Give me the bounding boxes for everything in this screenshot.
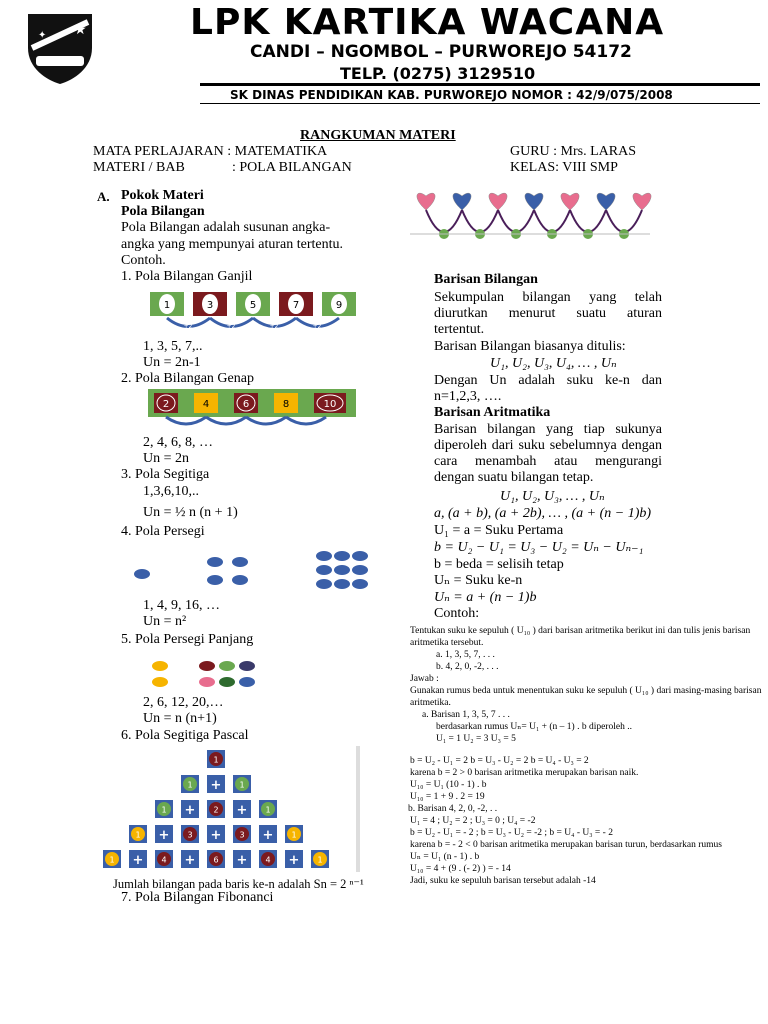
example-line: U₁₀ = U₁ (10 - 1) . b (410, 780, 487, 790)
example-line: Gunakan rumus beda untuk menentukan suku ke sepuluh ( U₁₀ ) dari masing-masing barisan (410, 686, 762, 696)
heart-icon (453, 193, 471, 210)
item-odd-sequence: 1, 3, 5, 7,.. (143, 339, 203, 354)
pascal-number-label: 4 (161, 855, 167, 865)
pascal-number-label: 1 (135, 830, 141, 840)
plus-sign: + (184, 853, 196, 868)
item-rectangle-sequence: 2, 6, 12, 20,… (143, 695, 224, 710)
arc-arrow (206, 417, 246, 424)
pascal-number-label: 3 (239, 830, 245, 840)
institution-address: CANDI – NGOMBOL – PURWOREJO 54172 (250, 42, 632, 62)
pascal-number-label: 1 (291, 830, 297, 840)
barisan-bilangan-formula: U₁, U₂, U₃, U₄, … , Uₙ (490, 356, 617, 371)
heart-icon (417, 193, 435, 210)
contoh-label: Contoh: (434, 606, 480, 621)
arc-arrow (246, 417, 286, 424)
pascal-number-label: 1 (265, 805, 271, 815)
item-square-formula: Un = n² (143, 614, 187, 629)
example-line: Uₙ = U₁ (n - 1) . b (410, 852, 480, 862)
number-label: 6 (242, 399, 250, 410)
item-square-title: 4. Pola Persegi (121, 524, 205, 539)
example-line: b. Barisan 4, 2, 0, -2, . . (408, 804, 498, 814)
class-line: KELAS: VIII SMP (510, 160, 618, 175)
formula-nth-term-label: Uₙ = Suku ke-n (434, 573, 523, 588)
example-line: Tentukan suku ke sepuluh ( U₁₀ ) dari barisan aritmetika berikut ini dan tulis jenis barisan (410, 626, 751, 636)
item-rectangle-formula: Un = n (n+1) (143, 711, 217, 726)
example-line: U₁₀ = 1 + 9 . 2 = 19 (410, 792, 485, 802)
item-even-formula: Un = 2n (143, 451, 190, 466)
barisan-aritmatika-title: Barisan Aritmatika (434, 405, 551, 420)
pascal-number-label: 1 (109, 855, 115, 865)
item-triangle-sequence: 1,3,6,10,.. (143, 484, 199, 499)
plus-sign: + (236, 853, 248, 868)
example-block (410, 625, 761, 887)
item-square-sequence: 1, 4, 9, 16, … (143, 598, 220, 613)
square-pattern-figure (128, 548, 368, 599)
barisan-bilangan-note: Dengan Un adalah suku ke-n dan n=1,2,3, …. (434, 373, 662, 404)
example-line: aritmetika. (410, 698, 451, 708)
institution-sk: SK DINAS PENDIDIKAN KAB. PURWOREJO NOMOR : 42/9/075/2008 (230, 88, 673, 102)
plus-sign: + (210, 828, 222, 843)
institution-title: LPK KARTIKA WACANA (190, 2, 665, 43)
example-line: U₁ = 4 ; U₂ = 2 ; U₃ = 0 ; U₄ = -2 (410, 816, 536, 826)
example-line: U₁ = 1 U₂ = 3 U₃ = 5 (436, 734, 516, 744)
heart-icon (525, 193, 543, 210)
formula-first-term: U₁ = a = Suku Pertama (434, 523, 564, 538)
pascal-triangle-figure (98, 746, 362, 877)
pascal-number-label: 2 (213, 805, 219, 815)
pascal-caption: Jumlah bilangan pada baris ke-n adalah Sn = 2 ⁿ⁻¹ (113, 877, 364, 891)
formula-nth-term: Uₙ = a + (n − 1)b (434, 590, 537, 605)
header-rule (200, 83, 760, 86)
number-label: 3 (206, 300, 214, 311)
example-line: karena b = 2 > 0 barisan aritmetika merupakan barisan naik. (410, 768, 639, 778)
subsection-title: Pola Bilangan (121, 204, 205, 219)
example-line: a. 1, 3, 5, 7, . . . (436, 650, 495, 660)
chapter-value: : POLA BILANGAN (232, 160, 352, 175)
item-even-sequence: 2, 4, 6, 8, … (143, 435, 213, 450)
item-fibonacci-title: 7. Pola Bilangan Fibonanci (121, 890, 274, 905)
example-line: Jawab : (410, 674, 439, 684)
formula-difference: b = U₂ − U₁ = U₃ − U₂ = Uₙ − Uₙ₋₁ (434, 540, 644, 555)
plus-sign: + (184, 803, 196, 818)
institution-phone: TELP. (0275) 3129510 (340, 64, 536, 83)
section-letter: A. (97, 189, 110, 204)
even-pattern-figure (148, 389, 358, 438)
plus-label: +2 (269, 323, 279, 330)
number-label: 4 (202, 399, 210, 410)
teacher-line: GURU : Mrs. LARAS (510, 144, 637, 159)
number-label: 5 (249, 300, 257, 311)
number-label: 8 (282, 399, 290, 410)
plus-sign: + (132, 853, 144, 868)
item-even-title: 2. Pola Bilangan Genap (121, 371, 254, 386)
arc-line (570, 210, 606, 232)
pascal-number-label: 1 (239, 780, 245, 790)
barisan-bilangan-text: Sekumpulan bilangan yang telah diurutkan menurut suatu aturan tertentut. (434, 290, 662, 337)
formula-expanded: a, (a + b), (a + 2b), … , (a + (n − 1)b) (434, 506, 652, 521)
plus-label: +2 (312, 323, 322, 330)
example-line: karena b = - 2 < 0 barisan aritmetika merupakan barisan turun, berdasarkan rumus (410, 840, 722, 850)
heart-icon (561, 193, 579, 210)
plus-sign: + (158, 828, 170, 843)
heart-icon (633, 193, 651, 210)
arc-line (606, 210, 642, 232)
arc-line (534, 210, 570, 232)
intro-line-1: Pola Bilangan adalah susunan angka- (121, 220, 331, 235)
example-line: U₁₀ = 4 + (9 . (- 2) ) = - 14 (410, 864, 511, 874)
pascal-number-label: 1 (161, 805, 167, 815)
heart-icon (597, 193, 615, 210)
pascal-number-label: 3 (187, 830, 193, 840)
header-rule-thin (200, 103, 760, 104)
barisan-bilangan-write: Barisan Bilangan biasanya ditulis: (434, 339, 626, 354)
number-label: 1 (163, 300, 171, 311)
item-triangle-title: 3. Pola Segitiga (121, 467, 210, 482)
pascal-number-label: 6 (213, 855, 219, 865)
plus-sign: + (262, 828, 274, 843)
school-logo (22, 8, 98, 91)
subject-line: MATA PERLAJARAN : MATEMATIKA (93, 144, 328, 159)
item-odd-formula: Un = 2n-1 (143, 355, 201, 370)
example-line: Jadi, suku ke sepuluh barisan tersebut adalah -14 (410, 876, 596, 886)
item-pascal-title: 6. Pola Segitiga Pascal (121, 728, 249, 743)
plus-label: +2 (183, 323, 193, 330)
intro-line-3: Contoh. (121, 253, 166, 268)
plus-sign: + (288, 853, 300, 868)
rectangle-pattern-figure (150, 657, 260, 698)
svg-text:✦: ✦ (38, 30, 47, 41)
plus-sign: + (210, 778, 222, 793)
example-line: b = U₂ - U₁ = 2 b = U₃ - U₂ = 2 b = U₄ - U₃ = 2 (410, 756, 589, 766)
heart-icon (489, 193, 507, 210)
barisan-aritmatika-text: Barisan bilangan yang tiap sukunya diperoleh dari suku sebelumnya dengan cara menambah atau mengurangi dengan suatu bilangan tetap. (434, 422, 662, 485)
example-line: b = U₂ - U₁ = - 2 ; b = U₃ - U₂ = -2 ; b = U₄ - U₃ = - 2 (410, 828, 613, 838)
pascal-number-label: 4 (265, 855, 271, 865)
plus-label: +2 (226, 323, 236, 330)
item-odd-title: 1. Pola Bilangan Ganjil (121, 269, 253, 284)
arc-arrow (166, 417, 206, 424)
formula-beda: b = beda = selisih tetap (434, 557, 564, 572)
barisan-bilangan-title: Barisan Bilangan (434, 272, 538, 287)
example-line: aritmetika tersebut. (410, 638, 484, 648)
arc-line (498, 210, 534, 232)
arc-arrow (286, 417, 326, 424)
arc-line (462, 210, 498, 232)
item-rectangle-title: 5. Pola Persegi Panjang (121, 632, 254, 647)
number-label: 7 (292, 300, 300, 311)
figure-scrollbar (356, 746, 360, 872)
intro-line-2: angka yang mempunyai aturan tertentu. (121, 237, 343, 252)
number-label: 2 (162, 399, 170, 410)
example-line: a. Barisan 1, 3, 5, 7 . . . (422, 710, 510, 720)
item-triangle-formula: Un = ½ n (n + 1) (143, 505, 238, 520)
pascal-number-label: 1 (213, 755, 219, 765)
number-label: 9 (335, 300, 343, 311)
pascal-number-label: 1 (317, 855, 323, 865)
odd-pattern-figure (150, 291, 360, 340)
pascal-number-label: 1 (187, 780, 193, 790)
chapter-label: MATERI / BAB (93, 160, 185, 175)
example-line: b. 4, 2, 0, -2, . . . (436, 662, 499, 672)
svg-text:★: ★ (74, 22, 87, 38)
hearts-figure (410, 190, 670, 259)
section-title: Pokok Materi (121, 188, 204, 203)
doc-title: RANGKUMAN MATERI (300, 128, 456, 143)
example-line: berdasarkan rumus Uₙ= U₁ + (n – 1) . b diperoleh .. (436, 722, 632, 732)
arc-line (426, 210, 462, 232)
number-label: 10 (323, 399, 337, 410)
formula-terms: U₁, U₂, U₃, … , Uₙ (500, 489, 605, 504)
plus-sign: + (236, 803, 248, 818)
